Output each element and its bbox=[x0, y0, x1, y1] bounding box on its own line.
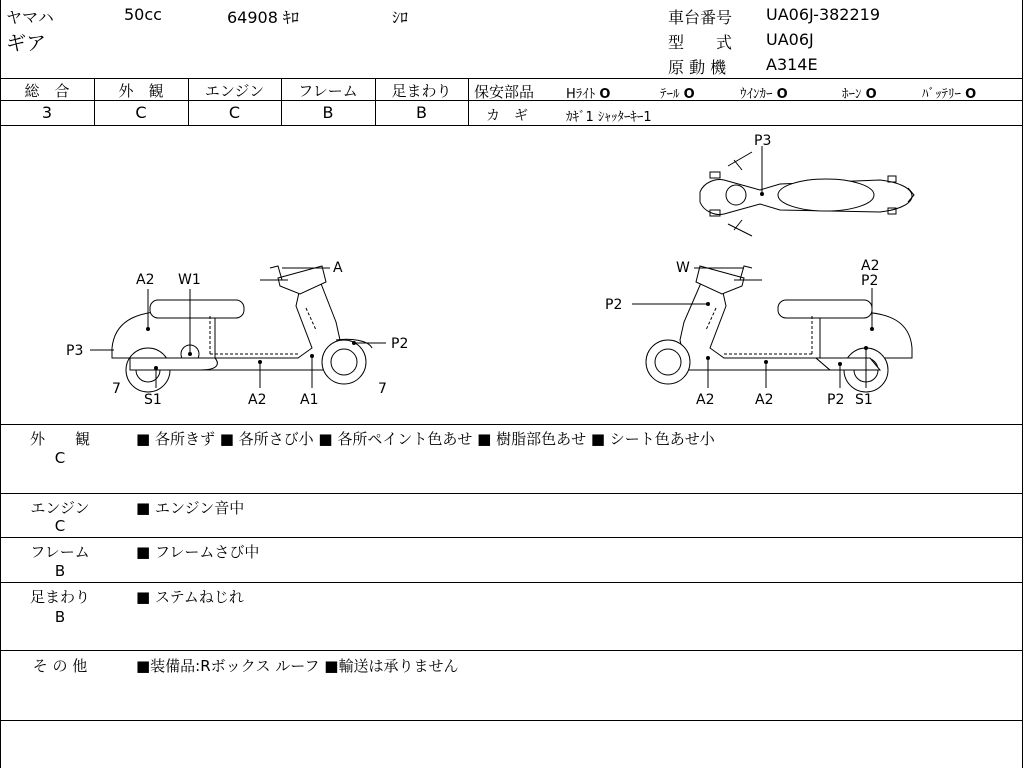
check-mark: O bbox=[865, 87, 877, 102]
detail-frame-text: ■ フレームさび中 bbox=[136, 543, 260, 561]
maker: ヤマハ bbox=[6, 8, 54, 27]
rule bbox=[0, 78, 1023, 79]
key-value: ｶｷﾞ1 ｼｬｯﾀｰｷｰ1 bbox=[566, 110, 652, 125]
label-p2: P2 bbox=[827, 392, 845, 408]
label-a2: A2 bbox=[136, 272, 155, 288]
scooter-diagram bbox=[0, 126, 1022, 424]
scooter-left-view bbox=[90, 266, 386, 392]
label-a: A bbox=[333, 260, 343, 276]
grade-total-label: 総 合 bbox=[24, 82, 70, 100]
border-right bbox=[1022, 0, 1023, 768]
scooter-top-view bbox=[700, 146, 914, 236]
label-p2: P2 bbox=[605, 297, 623, 313]
label-a2: A2 bbox=[755, 392, 774, 408]
safety-item-tail: ﾃｰﾙ O bbox=[660, 87, 695, 102]
type-value: UA06J bbox=[766, 30, 814, 49]
grade-engine-value: C bbox=[228, 103, 241, 122]
frame-no-value: UA06J-382219 bbox=[766, 5, 881, 24]
grade-exterior-label: 外 観 bbox=[118, 82, 164, 100]
label-p2: P2 bbox=[391, 336, 409, 352]
mileage: 64908 ｷﾛ bbox=[227, 8, 299, 27]
label-s1: S1 bbox=[855, 392, 873, 408]
grade-total-value: 3 bbox=[41, 103, 53, 122]
grade-suspension-value: B bbox=[416, 103, 427, 122]
label-p3: P3 bbox=[66, 343, 84, 359]
label-a2: A2 bbox=[696, 392, 715, 408]
detail-frame-label: フレーム bbox=[30, 543, 90, 561]
label-p2: A2 bbox=[861, 258, 880, 274]
label-p3-top: P3 bbox=[754, 133, 772, 149]
grade-suspension-label: 足まわり bbox=[391, 82, 452, 100]
detail-engine-grade: C bbox=[54, 517, 66, 535]
check-mark: O bbox=[683, 87, 695, 102]
rule bbox=[0, 424, 1023, 425]
engine-value: A314E bbox=[766, 55, 818, 74]
label-7: 7 bbox=[112, 381, 121, 397]
key-label: カ ギ bbox=[486, 108, 528, 124]
safety-label: 保安部品 bbox=[474, 83, 535, 101]
rule bbox=[0, 720, 1023, 721]
detail-suspension-grade: B bbox=[54, 608, 66, 626]
frame-no-label: 車台番号 bbox=[668, 8, 733, 27]
rule bbox=[0, 493, 1023, 494]
detail-other-label: そ の 他 bbox=[32, 657, 88, 675]
safety-item-headlight: Hﾗｲﾄ O bbox=[566, 87, 611, 102]
engine-label: 原 動 機 bbox=[668, 58, 727, 77]
detail-suspension-text: ■ ステムねじれ bbox=[136, 588, 244, 606]
type-label: 型 式 bbox=[668, 33, 733, 52]
grade-exterior-value: C bbox=[135, 103, 147, 122]
rule bbox=[0, 537, 1023, 538]
grade-frame-label: フレーム bbox=[298, 82, 358, 100]
rule bbox=[468, 78, 469, 125]
check-mark: O bbox=[965, 87, 977, 102]
detail-exterior-text: ■ 各所きず ■ 各所さび小 ■ 各所ペイント色あせ ■ 樹脂部色あせ ■ シート色あせ小 bbox=[136, 430, 715, 448]
check-mark: O bbox=[599, 87, 611, 102]
displacement: 50cc bbox=[124, 5, 162, 24]
label-a1: A1 bbox=[300, 392, 319, 408]
detail-engine-text: ■ エンジン音中 bbox=[136, 499, 245, 517]
check-mark: O bbox=[776, 87, 788, 102]
grade-engine-label: エンジン bbox=[204, 82, 265, 100]
label-a2: P2 bbox=[861, 273, 879, 289]
safety-item-horn: ﾎｰﾝ O bbox=[842, 87, 877, 102]
detail-engine-label: エンジン bbox=[30, 499, 90, 517]
model-name: ギア bbox=[6, 31, 46, 55]
detail-other-text: ■装備品:Rボックス ルーフ ■輸送は承りません bbox=[136, 657, 459, 675]
detail-exterior-label: 外 観 bbox=[29, 430, 90, 448]
rule bbox=[0, 650, 1023, 651]
label-s1: S1 bbox=[144, 392, 162, 408]
detail-suspension-label: 足まわり bbox=[29, 588, 90, 606]
safety-item-winker: ｳｲﾝｶｰ O bbox=[740, 87, 788, 102]
grade-frame-value: B bbox=[322, 103, 334, 122]
color: ｼﾛ bbox=[392, 8, 409, 27]
label-a2: A2 bbox=[248, 392, 267, 408]
detail-frame-grade: B bbox=[54, 562, 66, 580]
label-w: W bbox=[676, 260, 690, 276]
safety-item-battery: ﾊﾞｯﾃﾘｰ O bbox=[922, 87, 977, 102]
label-7: 7 bbox=[378, 381, 387, 397]
label-w1: W1 bbox=[178, 272, 201, 288]
rule bbox=[0, 582, 1023, 583]
detail-exterior-grade: C bbox=[54, 449, 66, 467]
